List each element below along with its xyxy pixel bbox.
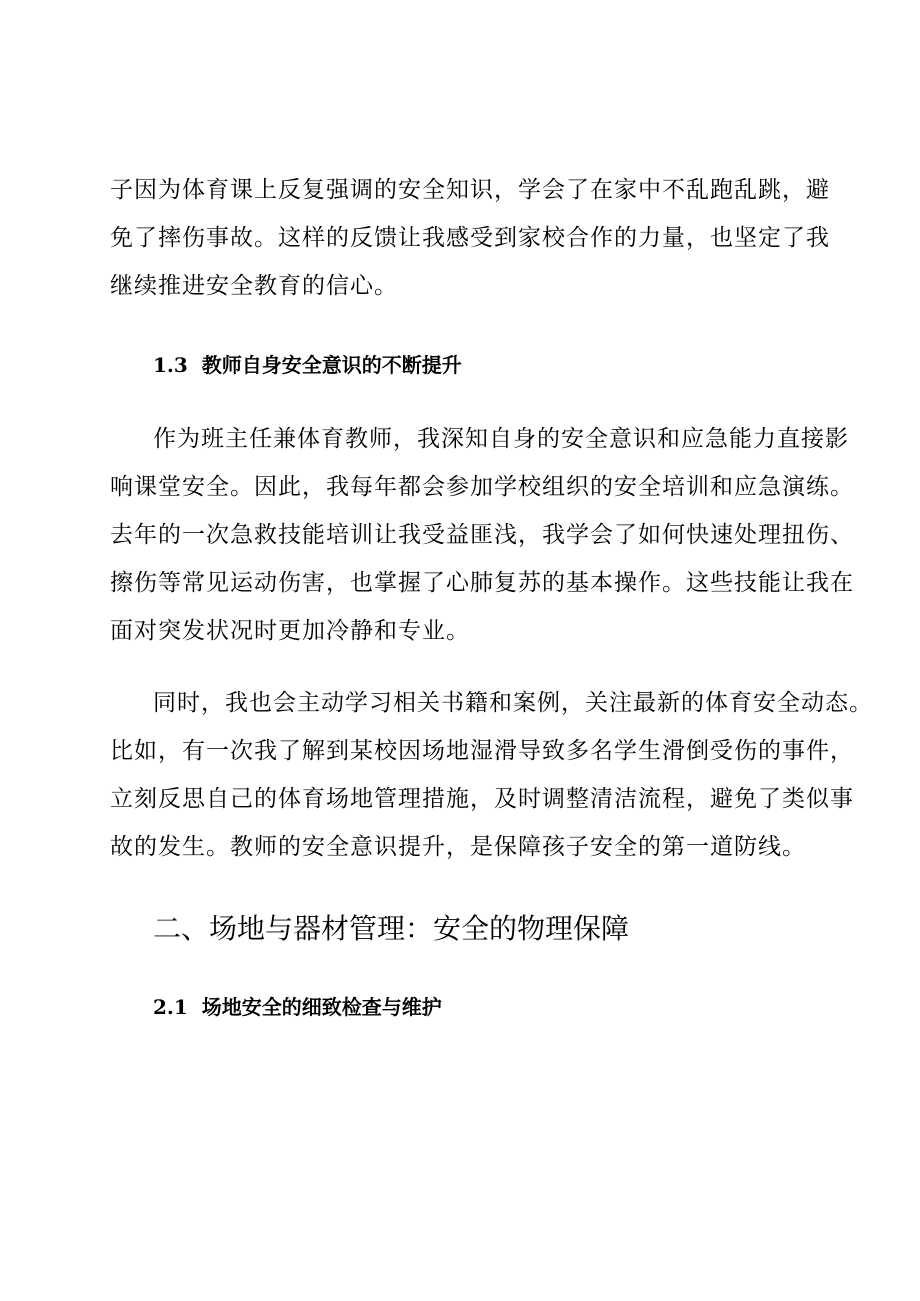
paragraph-line: 立刻反思自己的体育场地管理措施，及时调整清洁流程，避免了类似事	[110, 786, 854, 812]
section-title: 场地安全的细致检查与维护	[201, 995, 442, 1019]
paragraph-line: 继续推进安全教育的信心。	[110, 273, 398, 299]
chapter-heading: 二、场地与器材管理：安全的物理保障	[153, 912, 630, 945]
paragraph-line: 子因为体育课上反复强调的安全知识，学会了在家中不乱跑乱跳，避	[110, 177, 830, 203]
paragraph-line: 比如，有一次我了解到某校因场地湿滑导致多名学生滑倒受伤的事件，	[110, 738, 854, 764]
paragraph-line: 故的发生。教师的安全意识提升，是保障孩子安全的第一道防线。	[110, 834, 806, 860]
section-number: 2.1	[153, 995, 188, 1019]
paragraph-line: 去年的一次急救技能培训让我受益匪浅，我学会了如何快速处理扭伤、	[110, 522, 854, 548]
section-title: 教师自身安全意识的不断提升	[201, 353, 462, 377]
paragraph-line: 响课堂安全。因此，我每年都会参加学校组织的安全培训和应急演练。	[110, 474, 854, 500]
paragraph-line: 擦伤等常见运动伤害，也掌握了心肺复苏的基本操作。这些技能让我在	[110, 570, 854, 596]
section-heading-1-3	[153, 351, 462, 379]
paragraph-line: 作为班主任兼体育教师，我深知自身的安全意识和应急能力直接影	[153, 426, 849, 452]
paragraph-line: 面对突发状况时更加冷静和专业。	[110, 618, 470, 644]
paragraph-line: 免了摔伤事故。这样的反馈让我感受到家校合作的力量，也坚定了我	[110, 225, 830, 251]
section-number: 1.3	[153, 353, 188, 377]
paragraph-line: 同时，我也会主动学习相关书籍和案例，关注最新的体育安全动态。	[153, 690, 873, 716]
section-heading-2-1	[153, 993, 442, 1021]
